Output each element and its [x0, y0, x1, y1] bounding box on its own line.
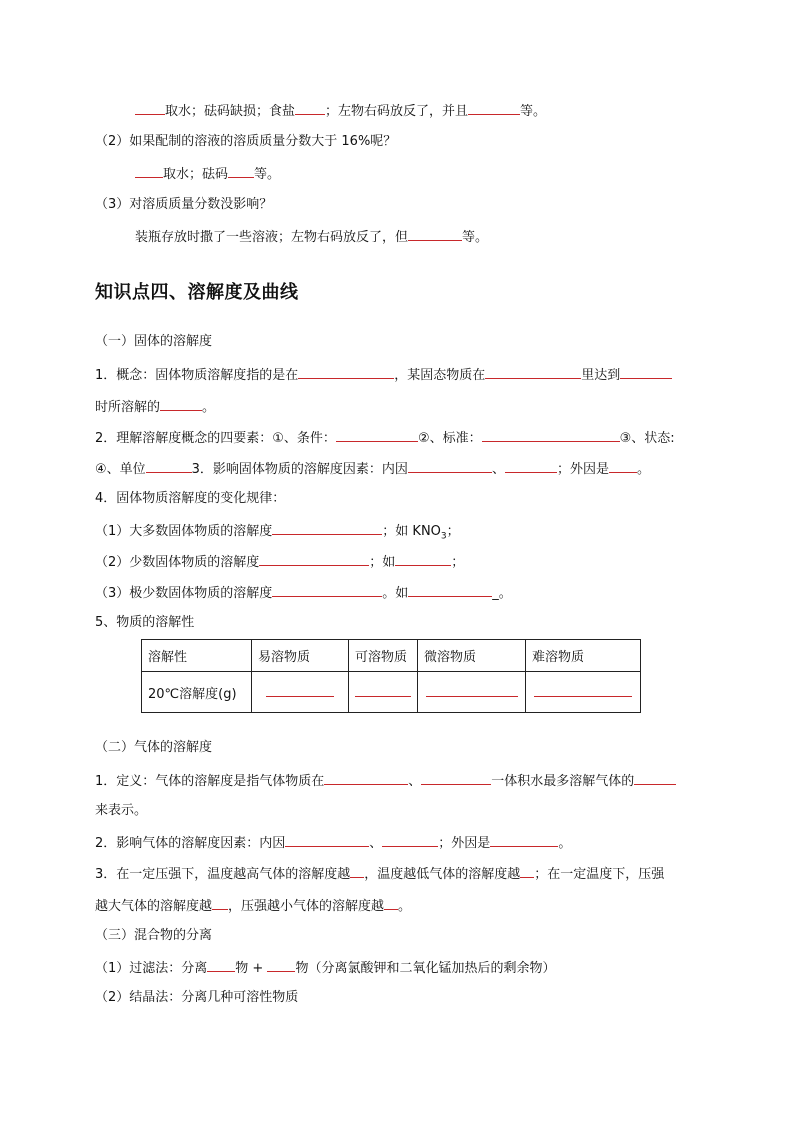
table-header-row — [142, 640, 641, 672]
solid-line-4a: （1）大多数固体物质的溶解度 ；如 $KNO_3$； — [95, 521, 460, 546]
answer-blank[interactable] — [228, 164, 254, 178]
answer-blank[interactable] — [272, 583, 382, 597]
subsection-title-gas: （二）气体的溶解度 — [95, 740, 213, 755]
solid-line-5: 5、物质的溶解性 — [95, 615, 195, 630]
table-row — [142, 672, 641, 713]
answer-blank[interactable] — [421, 771, 491, 785]
gas-line-3: 3．在一定压强下，温度越高气体的溶解度越 ，温度越低气体的溶解度越 ；在一定温度下，压强 — [95, 864, 664, 884]
answer-blank[interactable] — [426, 684, 518, 697]
answer-blank[interactable] — [382, 833, 438, 847]
solubility-table — [141, 639, 641, 713]
answer-blank[interactable] — [355, 684, 411, 697]
solid-line-3: ④、单位 3．影响固体物质的溶解度因素：内因 、 ；外因是 。 — [95, 459, 650, 479]
answer-blank[interactable] — [336, 428, 418, 442]
answer-blank[interactable] — [212, 896, 228, 910]
answer-blank[interactable] — [135, 101, 165, 115]
answer-blank[interactable] — [408, 459, 492, 473]
answer-blank[interactable] — [207, 958, 235, 972]
answer-blank[interactable] — [520, 864, 534, 878]
answer-blank[interactable] — [160, 397, 202, 411]
table-header-cell: 难溶物质 — [526, 640, 641, 672]
subsection-title-mix: （三）混合物的分离 — [95, 928, 213, 943]
table-header-cell: 可溶物质 — [349, 640, 418, 672]
answer-blank[interactable] — [285, 833, 369, 847]
table-header-cell: 溶解性 — [142, 640, 252, 672]
answer-blank[interactable] — [485, 365, 581, 379]
q-cont-line-5: 装瓶存放时撒了一些溶液；左物右码放反了，但 等。 — [135, 227, 488, 247]
table-header-cell: 易溶物质 — [252, 640, 349, 672]
solid-line-2: 2．理解溶解度概念的四要素：①、条件： ②、标准： ③、状态: — [95, 428, 675, 448]
answer-blank[interactable] — [505, 459, 557, 473]
answer-blank[interactable] — [266, 684, 334, 697]
q-cont-line-3: 取水；砝码 等。 — [135, 164, 280, 184]
q-cont-line-4: （3）对溶质质量分数没影响？ — [95, 197, 273, 212]
table-row-label: 20℃溶解度(g) — [142, 672, 252, 713]
answer-blank[interactable] — [267, 958, 295, 972]
solid-line-4c: （3）极少数固体物质的溶解度 。如 _。 — [95, 583, 512, 603]
answer-blank[interactable] — [620, 365, 672, 379]
answer-blank[interactable] — [146, 459, 192, 473]
answer-blank[interactable] — [324, 771, 408, 785]
subsection-title-solid: （一）固体的溶解度 — [95, 334, 213, 349]
answer-blank[interactable] — [395, 552, 451, 566]
solid-line-4: 4．固体物质溶解度的变化规律： — [95, 491, 286, 506]
answer-blank[interactable] — [534, 684, 632, 697]
table-header-cell: 微溶物质 — [418, 640, 526, 672]
answer-blank[interactable] — [482, 428, 620, 442]
q-cont-line-2: （2）如果配制的溶液的溶质质量分数大于 16%呢？ — [95, 134, 397, 149]
answer-blank[interactable] — [609, 459, 637, 473]
answer-blank[interactable] — [350, 864, 364, 878]
answer-blank[interactable] — [408, 583, 492, 597]
q-cont-line-1: 取水；砝码缺损；食盐 ；左物右码放反了，并且 等。 — [135, 101, 546, 121]
gas-line-3b: 越大气体的溶解度越 ，压强越小气体的溶解度越 。 — [95, 896, 411, 916]
answer-blank[interactable] — [468, 101, 520, 115]
gas-line-2: 2．影响气体的溶解度因素：内因 、 ；外因是 。 — [95, 833, 571, 853]
gas-line-1b: 来表示。 — [95, 803, 148, 818]
mix-line-2: （2）结晶法：分离几种可溶性物质 — [95, 990, 299, 1005]
section-heading: 知识点四、溶解度及曲线 — [95, 282, 299, 303]
answer-blank[interactable] — [408, 227, 462, 241]
answer-blank[interactable] — [295, 101, 325, 115]
answer-blank[interactable] — [490, 833, 558, 847]
answer-blank[interactable] — [298, 365, 394, 379]
answer-blank[interactable] — [272, 521, 382, 535]
solid-line-1: 1．概念：固体物质溶解度指的是在 ，某固态物质在 里达到 — [95, 365, 672, 385]
gas-line-1: 1．定义：气体的溶解度是指气体物质在 、 一体积水最多溶解气体的 — [95, 771, 676, 791]
answer-blank[interactable] — [634, 771, 676, 785]
mix-line-1: （1）过滤法：分离 物 + 物（分离氯酸钾和二氧化锰加热后的剩余物） — [95, 958, 555, 978]
solid-line-1b: 时所溶解的 。 — [95, 397, 215, 417]
answer-blank[interactable] — [259, 552, 369, 566]
answer-blank[interactable] — [135, 164, 163, 178]
solid-line-4b: （2）少数固体物质的溶解度 ；如 ； — [95, 552, 464, 572]
answer-blank[interactable] — [384, 896, 398, 910]
